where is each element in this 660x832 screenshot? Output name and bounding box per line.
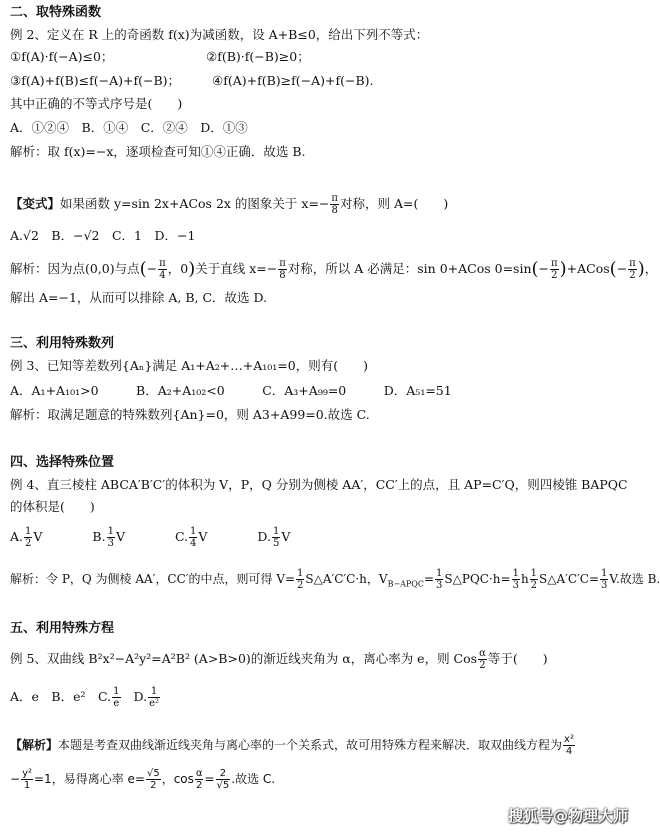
variant-options: A.√2 B．−√2 C．1 D．−1 [10,228,196,243]
example-5-solution-line-2: − $\frac{\text{y²}}{1}$ =1，易得离心率 e= $\frac{√5}{2}$ ，cos $\frac{\alpha}{2}$ = $\frac{2}{√5}$ .故选 C. [10,768,276,791]
variant-question: 【变式】如果函数 y=sin 2x+ACos 2x 的图象关于 x=− $\frac{\pi}{8}$ 对称，则 A=( ) [10,193,449,216]
variant-solution-line-2: 解出 A=−1，从而可以排除 A, B, C．故选 D. [10,290,268,305]
example-4-text: 例 4、直三棱柱 ABCA′B′C′的体积为 V，P，Q 分别为侧棱 AA′，CC′上的点，且 AP=C′Q，则四棱锥 BAPQC [10,477,628,492]
inequality-1: ①f(A)·f(−A)≤0； [10,49,114,64]
inequality-3: ③f(A)+f(B)≤f(−A)+f(−B)； [10,73,181,88]
section-4-heading: 四、选择特殊位置 [10,455,115,470]
example-5-options: A．e B．e² C. $\frac{1}{e}$ D. $\frac{1}{\text{e²}}$ [10,686,159,709]
section-3-heading: 三、利用特殊数列 [10,336,115,351]
fraction-pi-8: $\frac{\pi}{8}$ [331,193,338,216]
example-3-options: A．A₁+A₁₀₁>0 B．A₂+A₁₀₂<0 C．A₃+A₉₉=0 D．A₅₁=51 [10,383,452,398]
example-2-question: 其中正确的不等式序号是( ) [10,96,183,111]
watermark: 搜狐号@物理大师 [507,807,628,825]
inequality-4: ④f(A)+f(B)≥f(−A)+f(−B). [212,73,374,88]
example-4-solution: 解析：令 P，Q 为侧棱 AA′，CC′的中点，则可得 V= $\frac{1}{2}$ S△A′C′C·h，$V_{B-APQC}=$ $\frac{1}{3}$ S△PQC·h= $\frac{1}{3}$ h $\frac{1}{2}$ S△A′C′C= $\frac{1}{3}$ V.故选 B. [10,568,660,591]
example-3-text: 例 3、已知等差数列{Aₙ}满足 A₁+A₂+…+A₁₀₁=0，则有( ) [10,358,368,373]
example-5-solution-line-1: 【解析】本题是考查双曲线渐近线夹角与离心率的一个关系式，故可用特殊方程来解决．取双曲线方程为 $\frac{\text{x²}}{4}$ [10,734,574,757]
example-3-solution: 解析：取满足题意的特殊数列{An}=0，则 A3+A99=0.故选 C. [10,407,370,422]
example-5-text: 例 5、双曲线 B²x²−A²y²=A²B² (A>B>0)的渐近线夹角为 α，离心率为 e，则 Cos $\frac{\alpha}{2}$ 等于( ) [10,648,548,671]
variant-tag: 【变式】 [10,196,61,211]
section-5-heading: 五、利用特殊方程 [10,621,115,636]
example-2-solution: 解析：取 f(x)=−x，逐项检查可知①④正确．故选 B. [10,144,306,159]
example-4-options: A. $\frac{1}{2}$ V B. $\frac{1}{3}$ V C. $\frac{1}{4}$ V D. $\frac{1}{5}$ V [10,526,291,549]
inequality-2: ②f(B)·f(−B)≥0； [206,49,310,64]
example-4-question: 的体积是( ) [10,499,95,514]
example-2-options: A．①②④ B．①④ C．②④ D．①③ [10,120,248,135]
section-2-heading: 二、取特殊函数 [10,5,102,20]
example-2-text: 例 2、定义在 R 上的奇函数 f(x)为减函数，设 A+B≤0，给出下列不等式： [10,27,429,42]
variant-solution-line-1: 解析：因为点(0,0)与点(− $\frac{\pi}{4}$ ，0)关于直线 x=− $\frac{\pi}{8}$ 对称，所以 A 必满足：sin 0+ACos 0=sin(− $\frac{\pi}{2}$ )+ACos(− $\frac{\pi}{2}$ )， [10,258,658,281]
